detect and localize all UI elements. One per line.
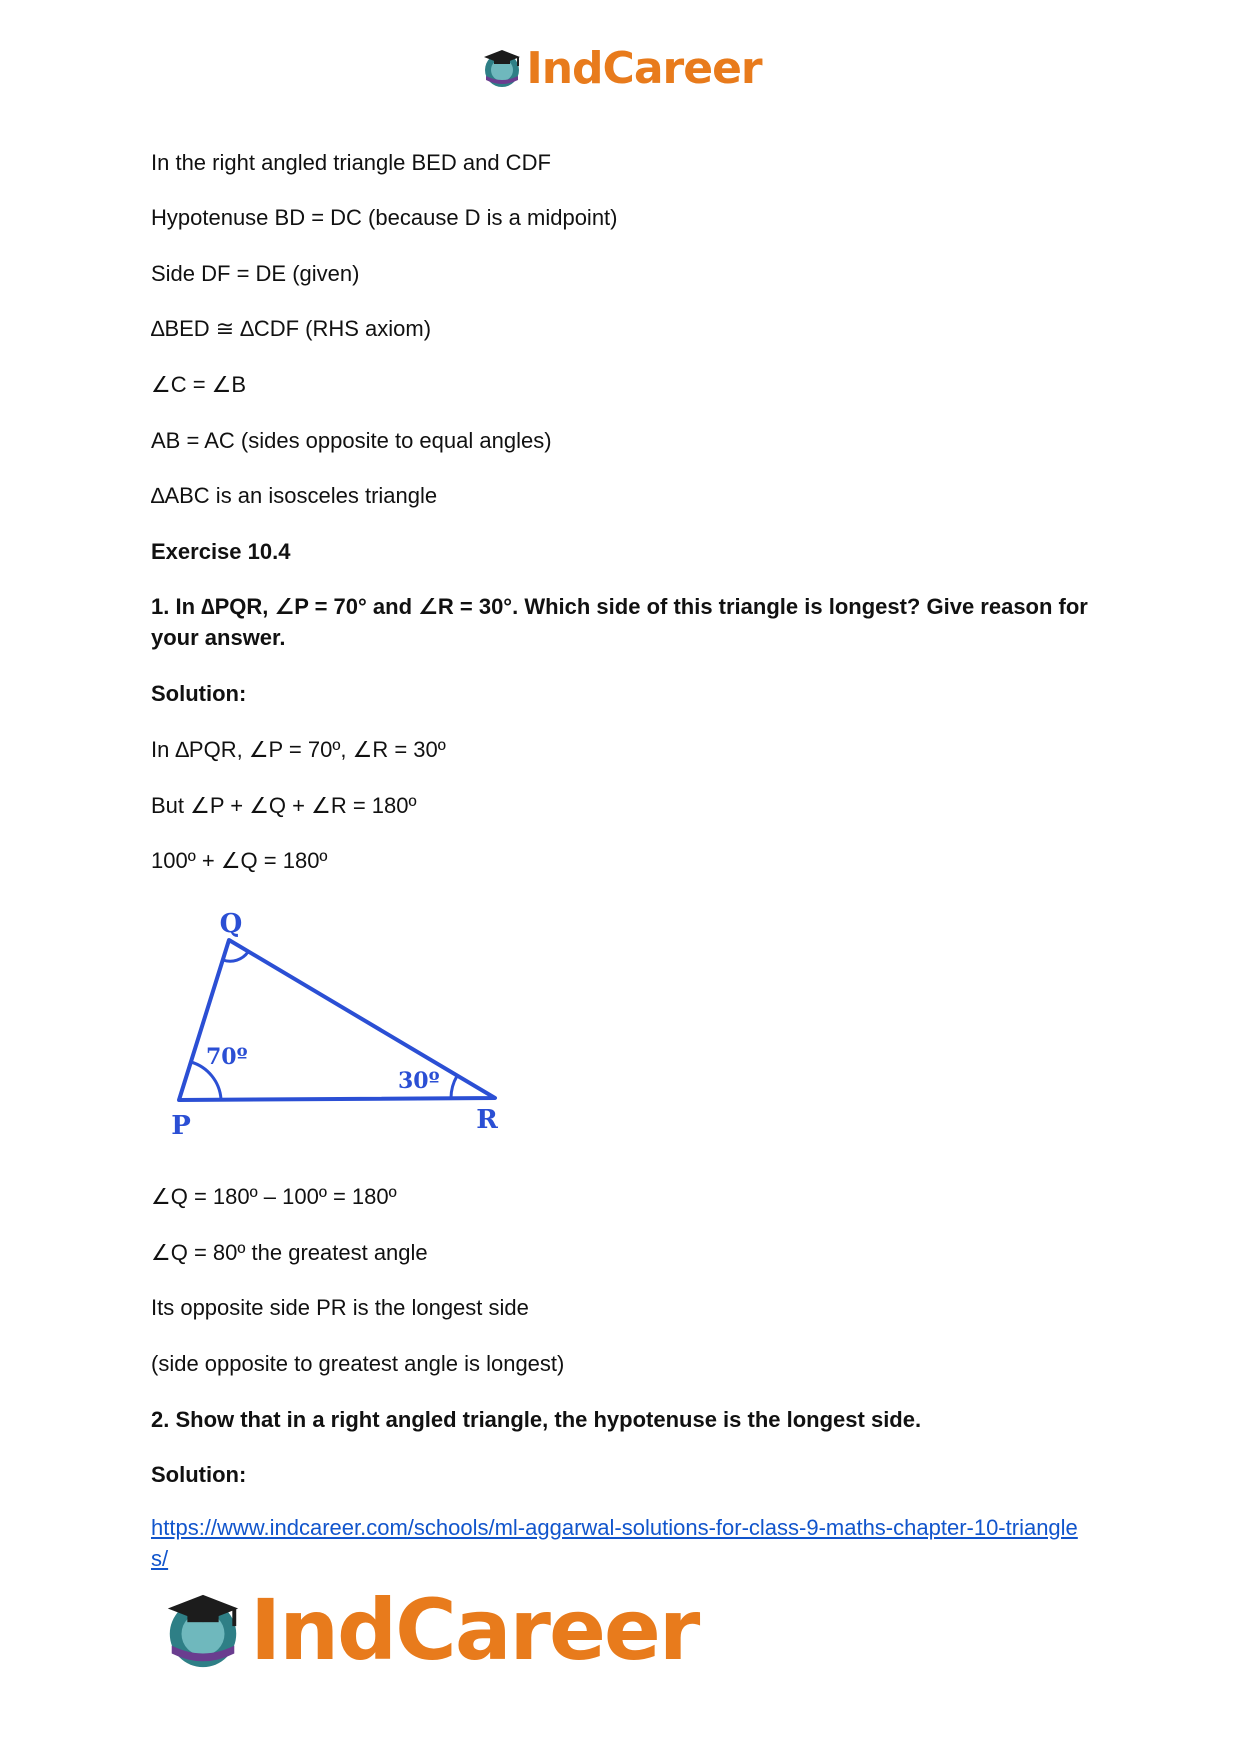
solution-label: Solution: (151, 1462, 247, 1487)
vertex-label-p: P (171, 1111, 191, 1141)
text-line: ∆BED ≅ ∆CDF (RHS axiom) (151, 316, 432, 341)
text-line: AB = AC (sides opposite to equal angles) (151, 428, 552, 453)
solution-step: In ∆PQR, ∠P = 70º, ∠R = 30º (151, 737, 446, 762)
brand-name: IndCareer (250, 1581, 699, 1679)
brand-name: IndCareer (526, 42, 762, 94)
angle-label-p: 70º (206, 1044, 248, 1070)
solution-step: (side opposite to greatest angle is longest) (151, 1351, 565, 1376)
text-line: Side DF = DE (given) (151, 261, 360, 286)
footer-logo (160, 1580, 698, 1680)
header-logo (0, 38, 1242, 98)
angle-r-arc (451, 1076, 457, 1098)
graduation-cap-globe-icon (160, 1587, 246, 1673)
text-line: In the right angled triangle BED and CDF (151, 150, 551, 175)
question-1: 1. In ∆PQR, ∠P = 70° and ∠R = 30°. Which side of this triangle is longest? Give reason for your answer. (151, 594, 1088, 650)
exercise-title: Exercise 10.4 (151, 539, 291, 564)
angle-label-r: 30º (398, 1068, 440, 1094)
solution-label: Solution: (151, 681, 247, 706)
solution-step: ∠Q = 180º – 100º = 180º (151, 1184, 397, 1209)
triangle-pqr (179, 940, 495, 1100)
solution-step: ∠Q = 80º the greatest angle (151, 1240, 428, 1265)
vertex-label-r: R (476, 1105, 498, 1135)
solution-step: But ∠P + ∠Q + ∠R = 180º (151, 793, 417, 818)
graduation-cap-globe-icon (480, 46, 524, 90)
triangle-pqr-figure (151, 902, 511, 1147)
vertex-label-q: Q (219, 909, 243, 939)
solution-step: 100º + ∠Q = 180º (151, 848, 328, 873)
solution-step: Its opposite side PR is the longest side (151, 1295, 529, 1320)
text-line: Hypotenuse BD = DC (because D is a midpoint) (151, 205, 618, 230)
text-line: ∆ABC is an isosceles triangle (151, 483, 438, 508)
source-link[interactable]: https://www.indcareer.com/schools/ml-aggarwal-solutions-for-class-9-maths-chapter-10-triangles/ (151, 1515, 1078, 1571)
question-2: 2. Show that in a right angled triangle, the hypotenuse is the longest side. (151, 1407, 922, 1432)
text-line: ∠C = ∠B (151, 372, 247, 397)
